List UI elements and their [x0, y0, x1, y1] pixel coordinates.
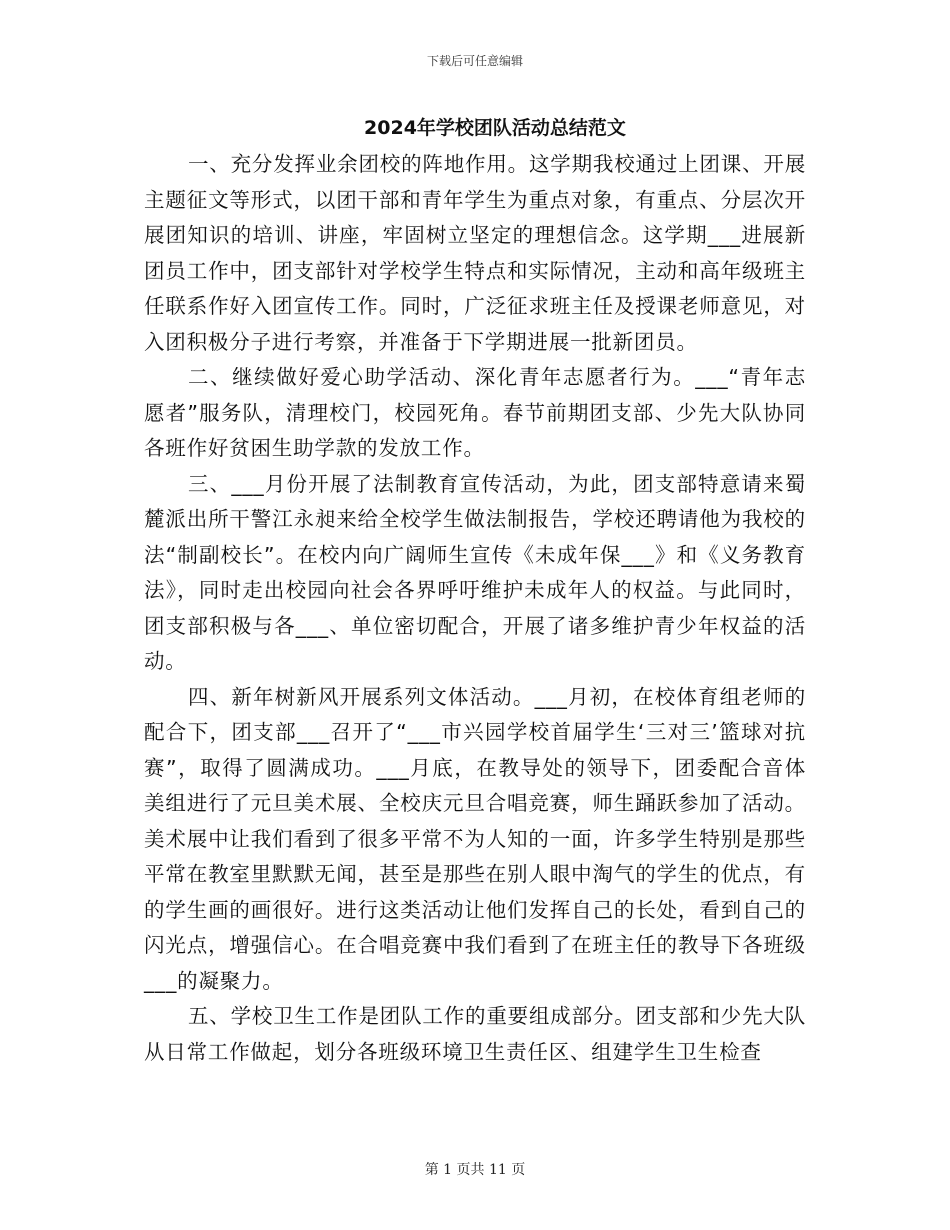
page-footer: 第 1 页共 11 页 [424, 1162, 526, 1178]
document-title: 2024年学校团队活动总结范文 [364, 117, 626, 139]
paragraph-2: 二、继续做好爱心助学活动、深化青年志愿者行为。___“青年志愿者”服务队，清理校门，校园死角。春节前期团支部、少先大队协同各班作好贫困生助学款的发放工作。 [144, 365, 806, 460]
paragraph-3: 三、___月份开展了法制教育宣传活动，为此，团支部特意请来蜀麓派出所干警江永昶来给全校学生做法制报告，学校还聘请他为我校的法“制副校长”。在校内向广阔师生宣传《未成年保___》和《义务教育法》，同时走出校园向社会各界呼吁维护未成年人的权益。与此同时，团支部积极与各___、单位密切配合，开展了诸多维护青少年权益的活动。 [144, 471, 806, 673]
document-body [144, 147, 806, 1070]
paragraph-4: 四、新年树新风开展系列文体活动。___月初，在校体育组老师的配合下，团支部___召开了“___市兴园学校首届学生‘三对三’篮球对抗赛”，取得了圆满成功。___月底，在教导处的领导下，团委配合音体美组进行了元旦美术展、全校庆元旦合唱竞赛，师生踊跃参加了活动。美术展中让我们看到了很多平常不为人知的一面，许多学生特别是那些平常在教室里默默无闻，甚至是那些在别人眼中淘气的学生的优点，有的学生画的画很好。进行这类活动让他们发挥自己的长处，看到自己的闪光点，增强信心。在合唱竞赛中我们看到了在班主任的教导下各班级___的凝聚力。 [144, 684, 806, 993]
paragraph-1: 一、充分发挥业余团校的阵地作用。这学期我校通过上团课、开展主题征文等形式，以团干部和青年学生为重点对象，有重点、分层次开展团知识的培训、讲座，牢固树立坚定的理想信念。这学期___进展新团员工作中，团支部针对学校学生特点和实际情况，主动和高年级班主任联系作好入团宣传工作。同时，广泛征求班主任及授课老师意见，对入团积极分子进行考察，并准备于下学期进展一批新团员。 [144, 152, 806, 354]
page-header: 下载后可任意编辑 [426, 54, 523, 68]
paragraph-5: 五、学校卫生工作是团队工作的重要组成部分。团支部和少先大队从日常工作做起，划分各班级环境卫生责任区、组建学生卫生检查 [144, 1004, 806, 1064]
